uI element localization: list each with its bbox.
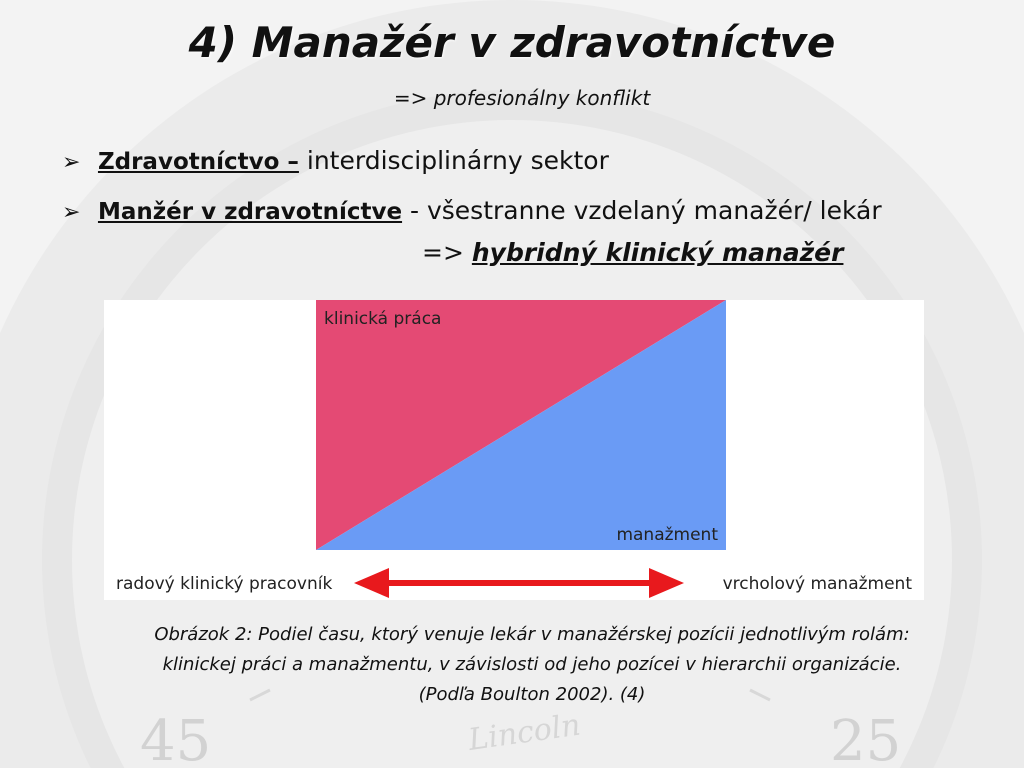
slide-title: 4) Manažér v zdravotníctve — [188, 18, 836, 67]
figure-caption — [92, 620, 972, 710]
clinical-work-label: klinická práca — [324, 309, 442, 329]
role-share-diagram — [104, 300, 924, 600]
caption-line: Obrázok 2: Podiel času, ktorý venuje lekár v manažérskej pozícii jednotlivým rolám: — [154, 624, 910, 645]
bullet-item-healthcare — [62, 146, 609, 175]
bullet-term: Zdravotníctvo – — [97, 149, 299, 175]
conclusion-text: hybridný klinický manažér — [471, 238, 844, 267]
arrowhead-bullet-icon: ➢ — [62, 200, 81, 225]
left-axis-label: radový klinický pracovník — [116, 574, 333, 594]
caption-line: klinickej práci a manažmentu, v závislosti od jeho pozícei v hierarchii organizácie. — [162, 654, 902, 675]
svg-text:45: 45 — [140, 709, 212, 768]
conclusion-prefix: => — [422, 238, 464, 267]
conclusion-line — [422, 238, 843, 267]
double-headed-arrow — [354, 568, 684, 598]
caption-line: (Podľa Boulton 2002). (4) — [418, 684, 646, 705]
management-label: manažment — [616, 525, 718, 545]
svg-text:25: 25 — [830, 709, 902, 768]
right-axis-label: vrcholový manažment — [722, 574, 912, 594]
bullet-text: - všestranne vzdelaný manažér/ lekár — [410, 196, 882, 225]
bullet-item-manager — [62, 196, 882, 225]
bullet-text: interdisciplinárny sektor — [306, 146, 609, 175]
diagram-graphic — [104, 300, 924, 600]
bullet-term: Manžér v zdravotníctve — [97, 199, 403, 225]
svg-text:Lincoln: Lincoln — [466, 707, 583, 758]
arrowhead-bullet-icon: ➢ — [62, 150, 81, 175]
slide-subtitle: => profesionálny konflikt — [393, 86, 651, 110]
